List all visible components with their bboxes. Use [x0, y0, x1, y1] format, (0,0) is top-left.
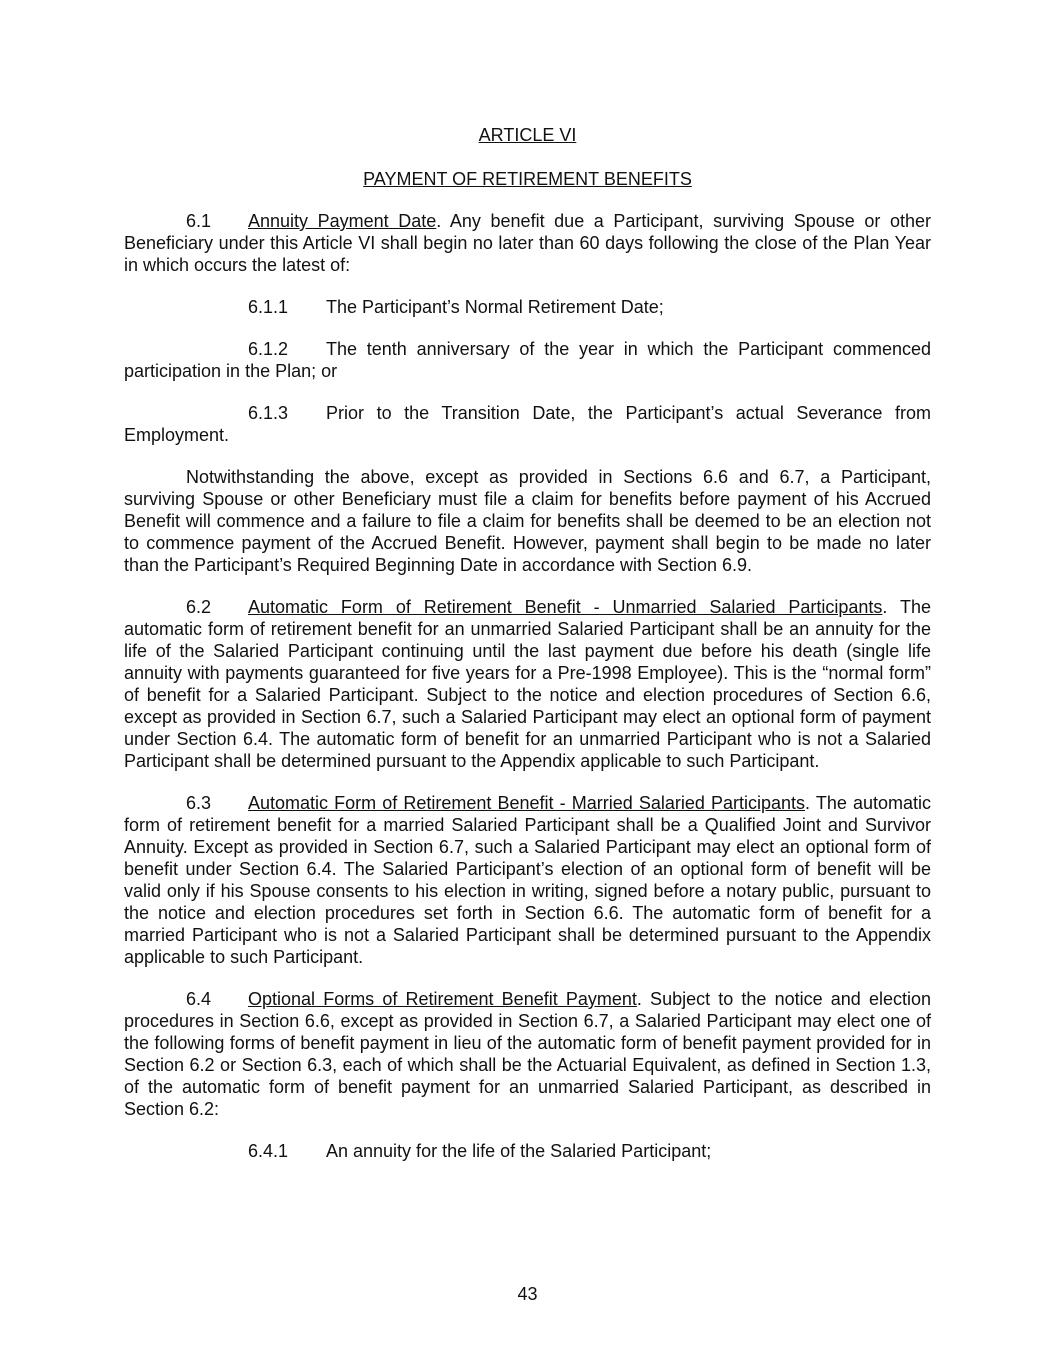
section-heading: Annuity Payment Date — [248, 211, 437, 231]
section-number: 6.2 — [186, 597, 212, 617]
section-number: 6.4 — [186, 989, 212, 1009]
subsection-text: The tenth anniversary of the year in which the Participant commenced participation in the Plan; or — [124, 339, 931, 381]
notwithstanding-paragraph: Notwithstanding the above, except as provided in Sections 6.6 and 6.7, a Participant, surviving Spouse or other Beneficiary must file a claim for benefits before payment of his Accrued Benefit will commence and a failure to file a claim for benefits shall be deemed to be an election not to commence payment of the Accrued Benefit. However, payment shall begin to be made no later than the Participant’s Required Beginning Date in accordance with Section 6.9. — [124, 467, 931, 575]
section-6-2 — [124, 596, 931, 772]
subsection-number: 6.1.1 — [248, 297, 289, 317]
section-heading: Automatic Form of Retirement Benefit - Married Salaried Participants — [248, 793, 806, 813]
section-text: . Any benefit due a Participant, surviving Spouse or other Beneficiary under this Article VI shall begin no later than 60 days following the close of the Plan Year in which occurs the latest of: — [124, 211, 931, 275]
section-text: . The automatic form of retirement benefit for a married Salaried Participant shall be a Qualified Joint and Survivor Annuity. Except as provided in Section 6.7, such a Salaried Participant may elect an optional form of benefit under Section 6.4. The Salaried Participant’s election of an optional form of benefit will be valid only if his Spouse consents to his election in writing, signed before a notary public, pursuant to the notice and election procedures set forth in Section 6.6. The automatic form of benefit for a married Participant who is not a Salaried Participant shall be determined pursuant to the Appendix applicable to such Participant. — [124, 793, 931, 967]
section-text: . Subject to the notice and election procedures in Section 6.6, except as provided in Section 6.7, a Salaried Participant may elect one of the following forms of benefit payment in lieu of the automatic form of benefit payment provided for in Section 6.2 or Section 6.3, each of which shall be the Actuarial Equivalent, as defined in Section 1.3, of the automatic form of benefit payment for an unmarried Salaried Participant, as described in Section 6.2: — [124, 989, 931, 1119]
section-heading: Automatic Form of Retirement Benefit - Unmarried Salaried Participants — [248, 597, 883, 617]
article-title: ARTICLE VI — [478, 125, 577, 145]
section-6-1-3 — [124, 402, 931, 446]
section-number: 6.3 — [186, 793, 212, 813]
section-6-1-2 — [124, 338, 931, 382]
section-text: . The automatic form of retirement benefit for an unmarried Salaried Participant shall be an annuity for the life of the Salaried Participant continuing until the last payment due before his death (single life annuity with payments guaranteed for five years for a Pre-1998 Employee). This is the “normal form” of benefit for a Salaried Participant. Subject to the notice and election procedures of Section 6.6, except as provided in Section 6.7, such a Salaried Participant may elect an optional form of payment under Section 6.4. The automatic form of benefit for an unmarried Participant who is not a Salaried Participant shall be determined pursuant to the Appendix applicable to such Participant. — [124, 597, 931, 771]
section-6-1 — [124, 210, 931, 276]
section-6-4-1 — [124, 1140, 931, 1162]
document-page — [124, 124, 931, 1182]
section-6-1-1 — [124, 296, 931, 318]
subsection-number: 6.1.3 — [248, 403, 289, 423]
section-number: 6.1 — [186, 211, 212, 231]
page-number: 43 — [517, 1284, 538, 1304]
section-6-3 — [124, 792, 931, 968]
article-subtitle: PAYMENT OF RETIREMENT BENEFITS — [363, 169, 692, 189]
subsection-text: An annuity for the life of the Salaried Participant; — [326, 1141, 712, 1161]
subsection-text: Prior to the Transition Date, the Participant’s actual Severance from Employment. — [124, 403, 931, 445]
subsection-number: 6.4.1 — [248, 1141, 289, 1161]
subsection-number: 6.1.2 — [248, 339, 289, 359]
section-6-4 — [124, 988, 931, 1120]
section-heading: Optional Forms of Retirement Benefit Payment — [248, 989, 637, 1009]
subsection-text: The Participant’s Normal Retirement Date; — [326, 297, 664, 317]
